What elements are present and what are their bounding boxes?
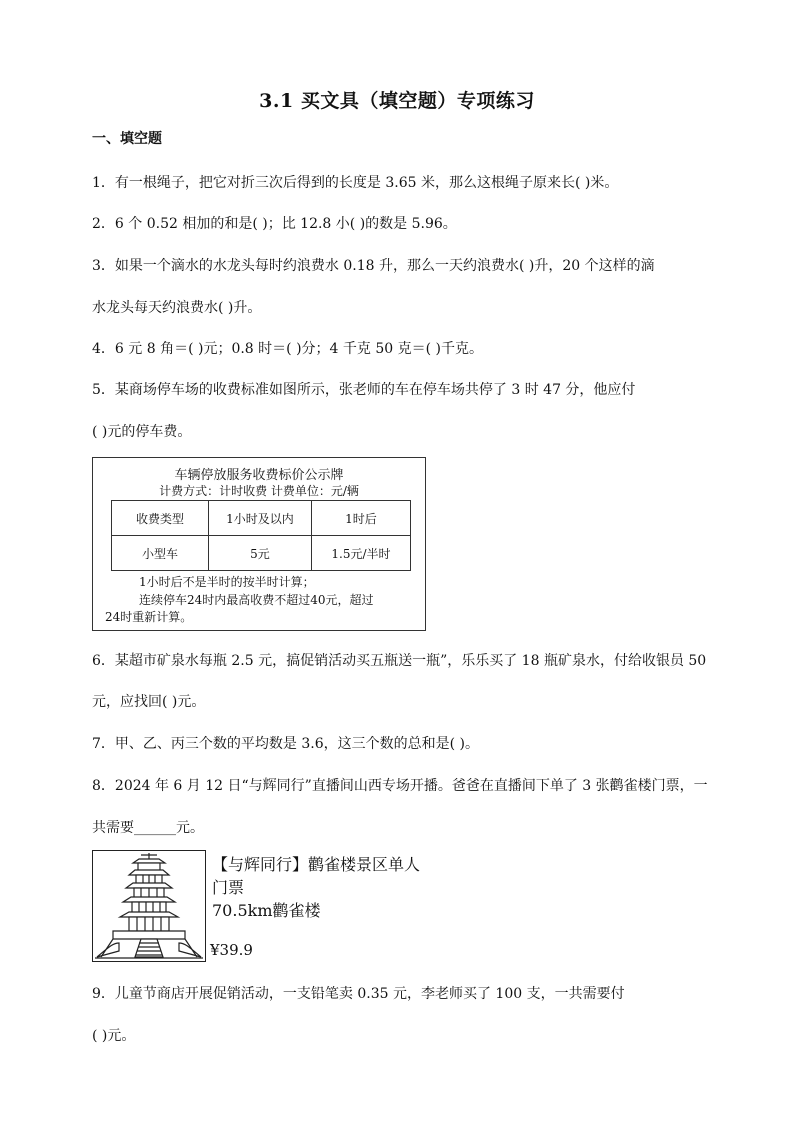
table-cell: 1.5元/半时	[312, 536, 411, 571]
table-cell: 小型车	[112, 536, 209, 571]
question-4: 4．6 元 8 角＝( )元；0.8 时＝( )分；4 千克 50 克＝( )千克。	[92, 341, 483, 357]
table-cell: 1时后	[312, 501, 411, 536]
question-2: 2．6 个 0.52 相加的和是( )；比 12.8 小( )的数是 5.96。	[92, 216, 457, 232]
table-cell: 收费类型	[112, 501, 209, 536]
notice-subheading: 计费方式：计时收费 计费单位：元/辆	[159, 484, 359, 498]
ticket-title: 【与辉同行】鹳雀楼景区单人	[212, 855, 421, 874]
table-row	[112, 536, 411, 571]
fee-table	[111, 500, 411, 571]
parking-fee-notice	[92, 457, 426, 631]
section-heading: 一、填空题	[92, 131, 162, 147]
question-8-line2: 共需要______元。	[92, 820, 204, 836]
question-1: 1．有一根绳子，把它对折三次后得到的长度是 3.65 米，那么这根绳子原来长( )米。	[92, 175, 619, 191]
ticket-title-cont: 门票	[212, 878, 245, 897]
page-title: 3.1 买文具（填空题）专项练习	[259, 90, 535, 112]
ticket-location: 70.5km鹳雀楼	[212, 901, 321, 920]
question-8-line1: 8．2024 年 6 月 12 日“与辉同行”直播间山西专场开播。爸爸在直播间下单了 3 张鹳雀楼门票，一	[92, 778, 708, 794]
question-5-line1: 5．某商场停车场的收费标准如图所示，张老师的车在停车场共停了 3 时 47 分，他应付	[92, 382, 636, 398]
question-6-line2: 元，应找回( )元。	[92, 694, 206, 710]
notice-note: 24时重新计算。	[105, 610, 193, 624]
question-9-line2: ( )元。	[92, 1028, 136, 1044]
table-cell: 1小时及以内	[209, 501, 312, 536]
question-9-line1: 9．儿童节商店开展促销活动，一支铅笔卖 0.35 元，李老师买了 100 支，一共需要付	[92, 986, 625, 1002]
question-5-line2: ( )元的停车费。	[92, 424, 192, 440]
question-3-line1: 3．如果一个滴水的水龙头每时约浪费水 0.18 升，那么一天约浪费水( )升，20 个这样的滴	[92, 258, 655, 274]
ticket-price: ¥39.9	[210, 941, 253, 959]
notice-note: 连续停车24时内最高收费不超过40元，超过	[139, 593, 374, 607]
pagoda-tower-icon	[92, 850, 206, 962]
notice-note: 1小时后不是半时的按半时计算；	[139, 575, 315, 589]
table-row	[112, 501, 411, 536]
question-7: 7．甲、乙、丙三个数的平均数是 3.6，这三个数的总和是( )。	[92, 736, 479, 752]
table-cell: 5元	[209, 536, 312, 571]
notice-heading: 车辆停放服务收费标价公示牌	[174, 468, 344, 483]
question-3-line2: 水龙头每天约浪费水( )升。	[92, 300, 262, 316]
question-6-line1: 6．某超市矿泉水每瓶 2.5 元，搞促销活动买五瓶送一瓶”，乐乐买了 18 瓶矿泉水，付给收银员 50	[92, 653, 707, 669]
